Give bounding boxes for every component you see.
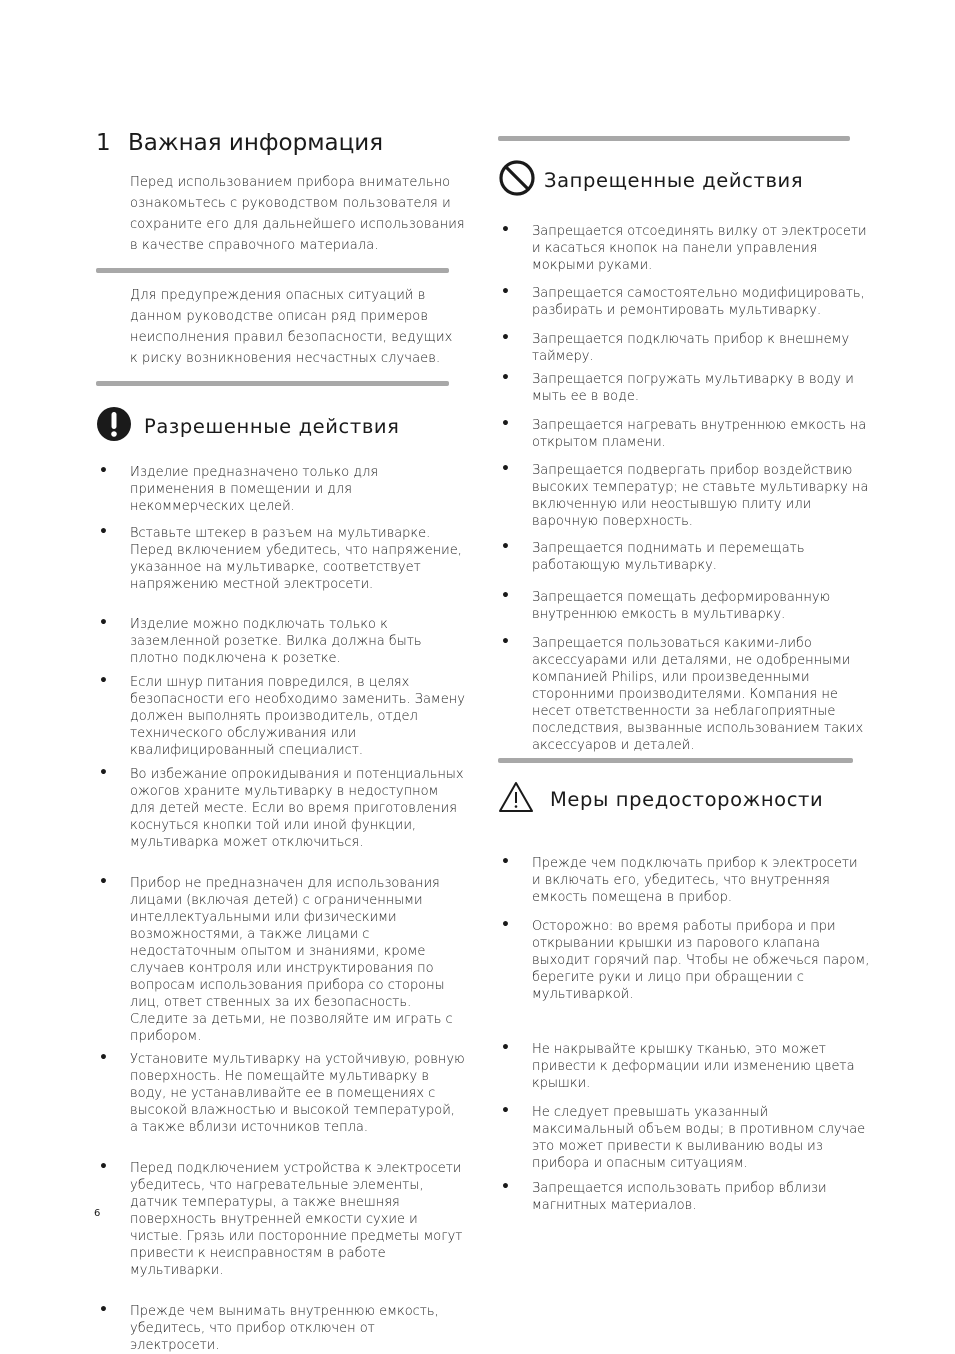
intro-line: в качестве справочного материала. (130, 238, 379, 253)
intro-paragraph-1 (130, 172, 466, 256)
chapter-title: Важная информация (128, 130, 384, 156)
intro-paragraph-2 (130, 285, 466, 369)
intro-line: ознакомьтесь с руководством пользователя и (130, 196, 451, 211)
divider (96, 268, 449, 273)
list-item: • Запрещается отсоединять вилку от электросети и касаться кнопок на панели управления мокрыми руками. (498, 223, 870, 274)
list-item: • Не накрывайте крышку тканью, это может привести к деформации или изменению цвета крышки. (498, 1041, 870, 1092)
list-item: • Установите мультиварку на устойчивую, ровную поверхность. Не помещайте мультиварку в воду, не устанавливайте ее в помещениях с высокой влажностью и высокой температурой, а также вблизи источников тепла. (96, 1051, 466, 1136)
caution-list (498, 855, 870, 1214)
divider (498, 136, 850, 141)
warning-triangle-icon (498, 781, 534, 817)
allowed-title: Разрешенные действия (144, 414, 400, 438)
intro-line: данном руководстве описан ряд примеров (130, 309, 429, 324)
forbidden-section-heading (498, 159, 870, 201)
list-item: • Изделие предназначено только для применения в помещении и для некоммерческих целей. (96, 464, 466, 515)
forbidden-list (498, 223, 870, 754)
chapter-number: 1 (96, 130, 111, 156)
left-column (96, 130, 466, 1354)
list-item: • Прежде чем подключать прибор к электросети и включать его, убедитесь, что внутренняя емкость помещена в прибор. (498, 855, 870, 906)
list-item: • Осторожно: во время работы прибора и при открывании крышки из парового клапана выходит горячий пар. Чтобы не обжечься паром, берегите руки и лицо при обращении с мультиваркой. (498, 918, 870, 1003)
page-number: 6 (94, 1208, 101, 1219)
allowed-list (96, 464, 466, 1354)
divider (96, 381, 449, 386)
list-item: • Запрещается самостоятельно модифицировать, разбирать и ремонтировать мультиварку. (498, 285, 870, 319)
exclamation-icon (96, 406, 132, 446)
intro-line: неисполнения правил безопасности, ведущих (130, 330, 453, 345)
list-item: • Запрещается пользоваться какими-либо аксессуарами или деталями, не одобренными компанией Philips, или произведенными сторонними производителями. Компания не несет ответственности за неблагоприятные последствия, вызванные использованием таких аксессуаров и деталей. (498, 635, 870, 754)
list-item: • Запрещается подвергать прибор воздействию высоких температур; не ставьте мультиварку на включенную или неостывшую плиту или варочную поверхность. (498, 462, 870, 530)
no-entry-icon (498, 159, 536, 201)
list-item: • Вставьте штекер в разъем на мультиварке. Перед включением убедитесь, что напряжение, указанное на мультиварке, соответствует напряжению местной электросети. (96, 525, 466, 593)
list-item: • Перед подключением устройства к электросети убедитесь, что нагревательные элементы, датчик температуры, а также внешняя поверхность внутренней емкости сухие и чистые. Грязь или посторонние предметы могут привести к неисправностям в работе мультиварки. (96, 1160, 466, 1279)
forbidden-title: Запрещенные действия (544, 168, 804, 192)
intro-line: Для предупреждения опасных ситуаций в (130, 288, 426, 303)
allowed-section-heading (96, 406, 466, 446)
intro-line: Перед использованием прибора внимательно (130, 175, 451, 190)
list-item: • Не следует превышать указанный максимальный объем воды; в противном случае это может привести к выливанию воды из прибора и опасным ситуациям. (498, 1104, 870, 1172)
right-column (498, 136, 870, 1214)
list-item: • Прежде чем вынимать внутреннюю емкость, убедитесь, что прибор отключен от электросети. (96, 1303, 466, 1354)
intro-line: сохраните его для дальнейшего использования (130, 217, 465, 232)
divider (498, 758, 853, 763)
list-item: • Во избежание опрокидывания и потенциальных ожогов храните мультиварку в недоступном для детей месте. Если во время приготовления коснуться кнопки той или иной функции, мультиварка может отключиться. (96, 766, 466, 851)
caution-title: Меры предосторожности (550, 787, 824, 811)
list-item: • Изделие можно подключать только к заземленной розетке. Вилка должна быть плотно подключена к розетке. (96, 616, 466, 667)
caution-section-heading (498, 781, 870, 817)
chapter-heading (96, 130, 466, 156)
intro-line: к риску возникновения несчастных случаев. (130, 351, 441, 366)
list-item: • Прибор не предназначен для использования лицами (включая детей) с ограниченными интеллектуальными или физическими возможностями, а также лицами с недостаточным опытом и знаниями, кроме случаев контроля или инструктирования по вопросам использования прибора со стороны лиц, ответ ственных за их безопасность. Следите за детьми, не позволяйте им играть с прибором. (96, 875, 466, 1045)
list-item: • Запрещается нагревать внутреннюю емкость на открытом пламени. (498, 417, 870, 451)
list-item: • Запрещается погружать мультиварку в воду и мыть ее в воде. (498, 371, 870, 405)
list-item: • Запрещается использовать прибор вблизи магнитных материалов. (498, 1180, 870, 1214)
list-item: • Запрещается подключать прибор к внешнему таймеру. (498, 331, 870, 365)
list-item: • Запрещается помещать деформированную внутреннюю емкость в мультиварку. (498, 589, 870, 623)
list-item: • Запрещается поднимать и перемещать работающую мультиварку. (498, 540, 870, 574)
list-item: • Если шнур питания повредился, в целях безопасности его необходимо заменить. Замену должен выполнять производитель, отдел технического обслуживания или квалифицированный специалист. (96, 674, 466, 759)
